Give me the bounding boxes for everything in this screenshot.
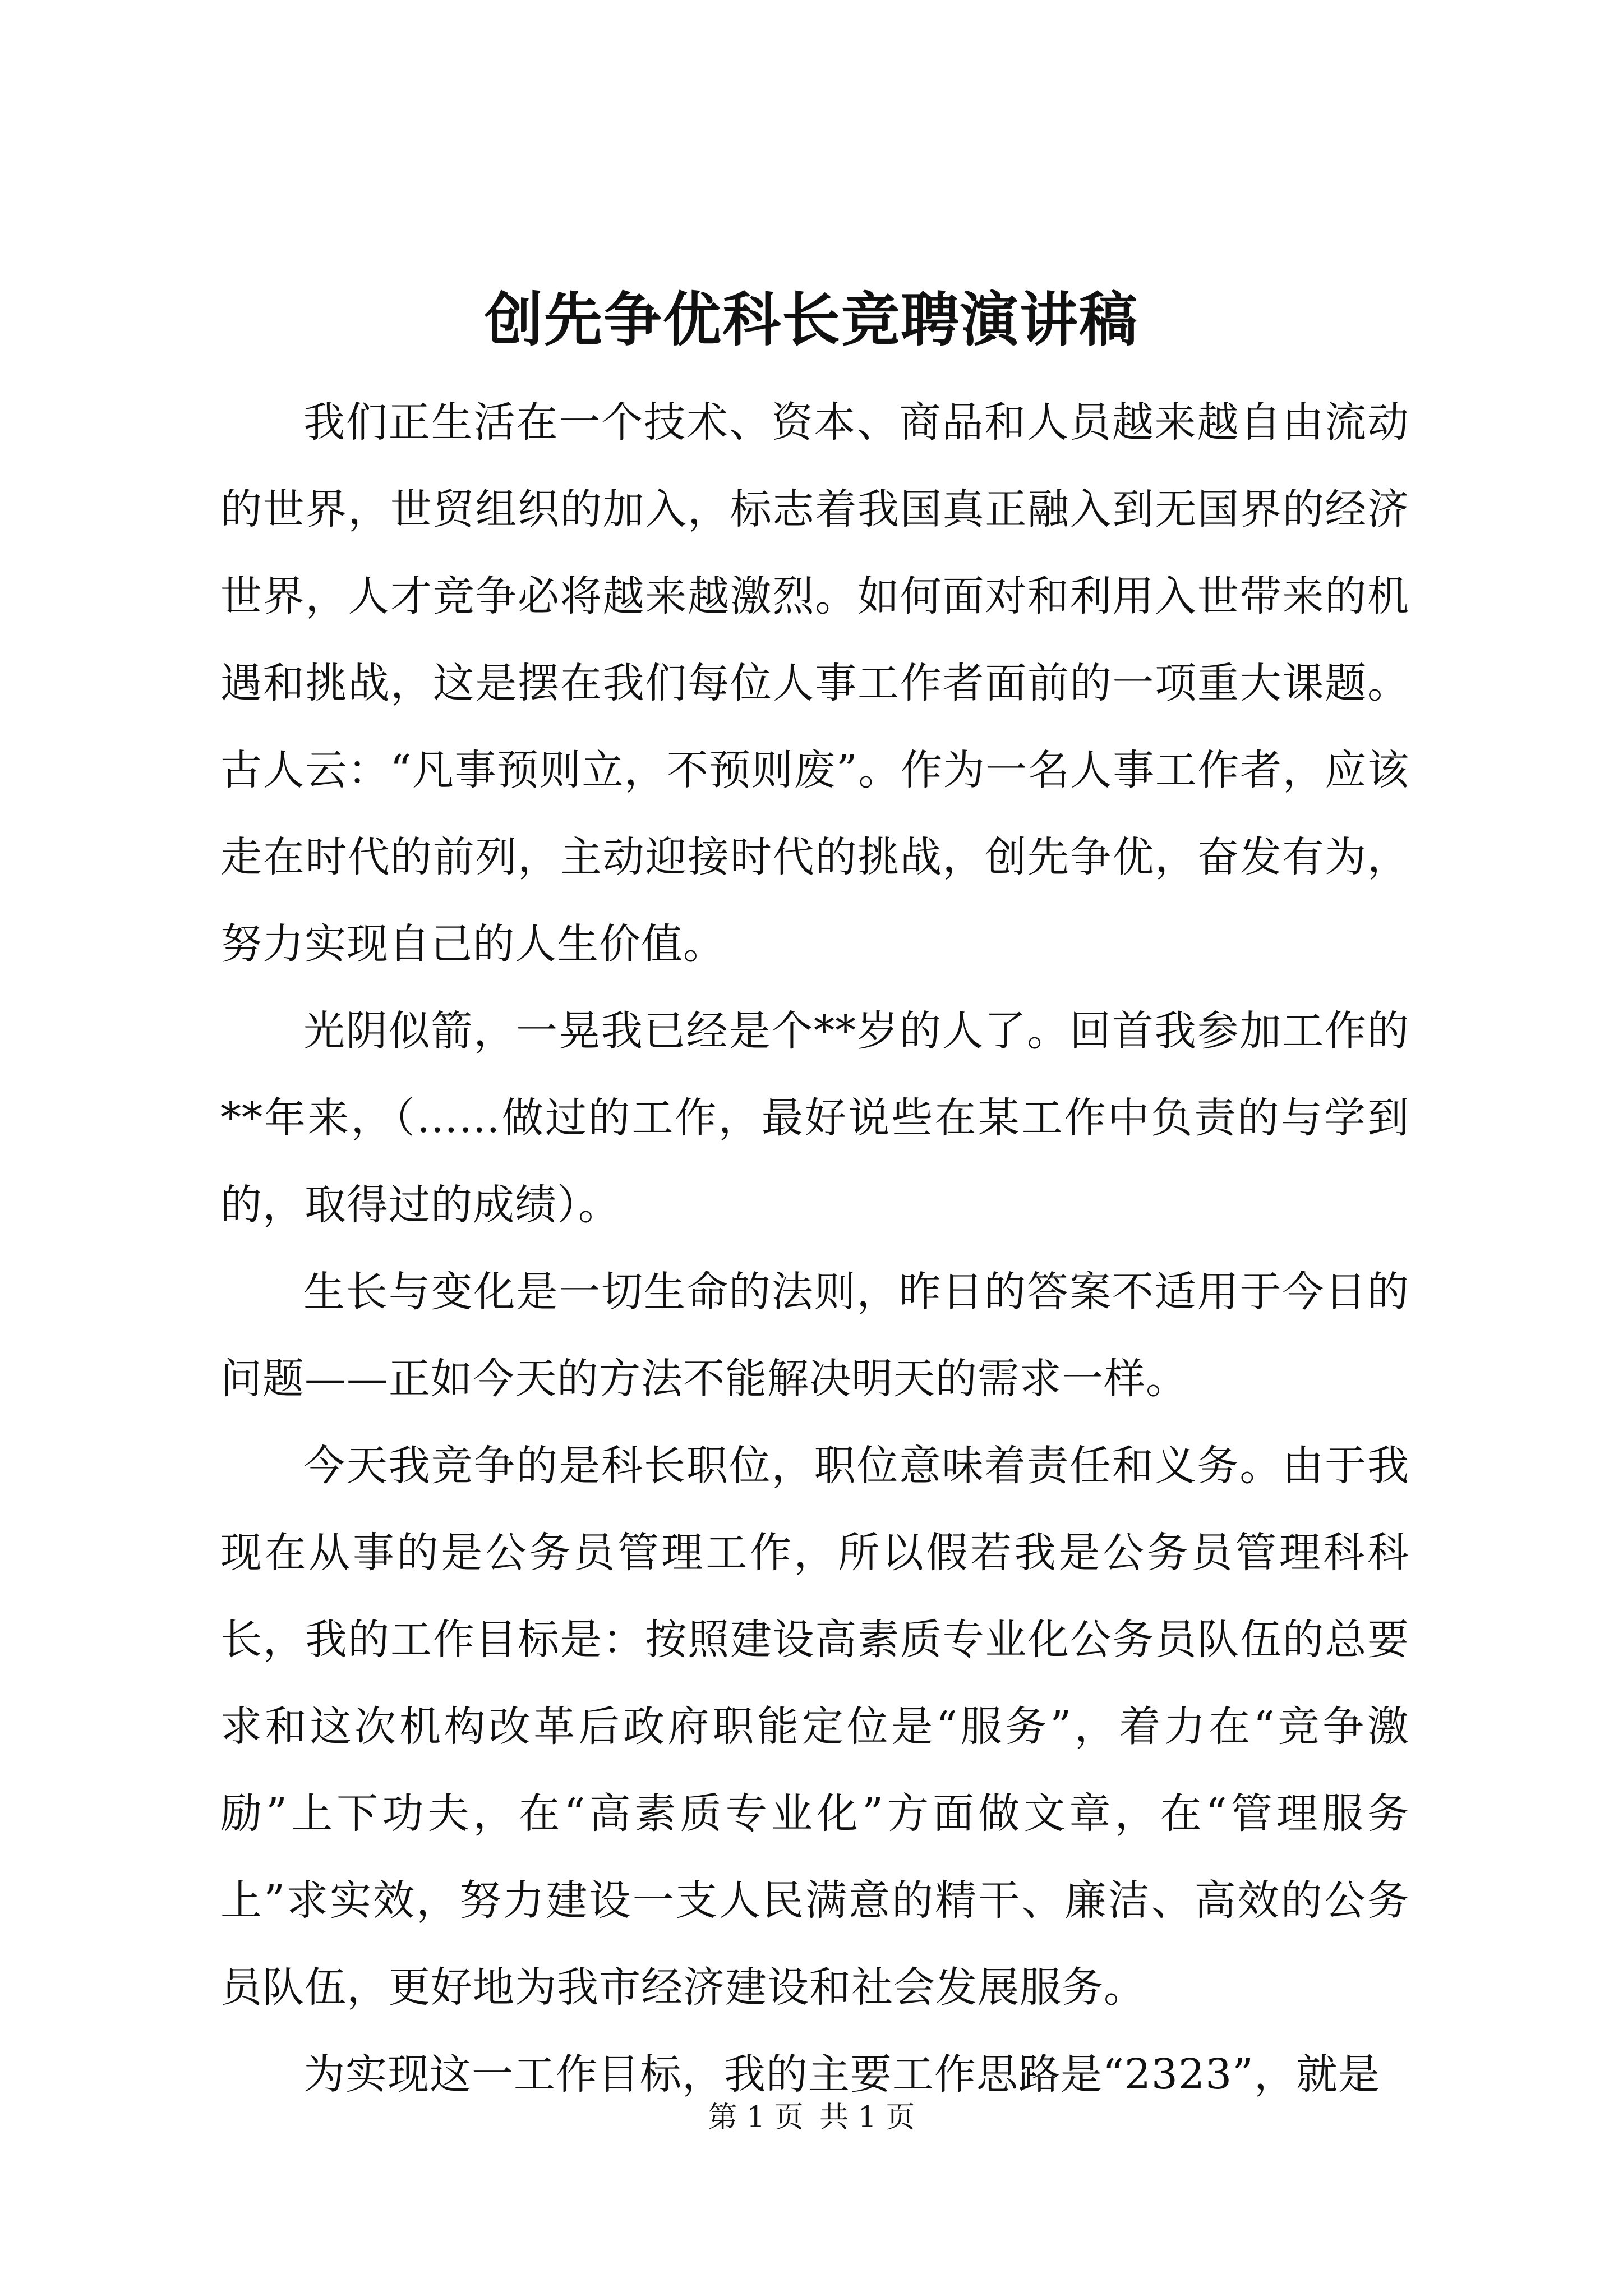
paragraph-3: 生长与变化是一切生命的法则，昨日的答案不适用于今日的问题——正如今天的方法不能解决明天的需求一样。 bbox=[220, 1268, 1409, 1403]
paragraph-4: 今天我竞争的是科长职位，职位意味着责任和义务。由于我现在从事的是公务员管理工作，所以假若我是公务员管理科科长，我的工作目标是：按照建设高素质专业化公务员队伍的总要求和这次机构改革后政府职能定位是“服务”，着力在“竞争激励”上下功夫，在“高素质专业化”方面做文章，在“管理服务上”求实效，努力建设一支人民满意的精干、廉洁、高效的公务员队伍，更好地为我市经济建设和社会发展服务。 bbox=[220, 1442, 1409, 2012]
paragraph-2: 光阴似箭，一晃我已经是个**岁的人了。回首我参加工作的**年来，（……做过的工作，最好说些在某工作中负责的与学到的，取得过的成绩）。 bbox=[220, 1007, 1409, 1229]
paragraph-5: 为实现这一工作目标，我的主要工作思路是“2323”，就是 bbox=[303, 2050, 1380, 2099]
page-total: 共 1 页 bbox=[819, 2101, 915, 2134]
paragraph-1: 我们正生活在一个技术、资本、商品和人员越来越自由流动的世界，世贸组织的加入，标志着我国真正融入到无国界的经济世界，人才竞争必将越来越激烈。如何面对和利用入世带来的机遇和挑战，这是摆在我们每位人事工作者面前的一项重大课题。古人云：“凡事预则立，不预则废”。作为一名人事工作者，应该走在时代的前列，主动迎接时代的挑战，创先争优，奋发有为，努力实现自己的人生价值。 bbox=[220, 398, 1409, 968]
document-title: 创先争优科长竞聘演讲稿 bbox=[484, 285, 1138, 354]
page-footer bbox=[0, 2098, 1623, 2137]
page-number: 第 1 页 bbox=[708, 2101, 804, 2134]
document-body bbox=[220, 379, 1409, 2118]
